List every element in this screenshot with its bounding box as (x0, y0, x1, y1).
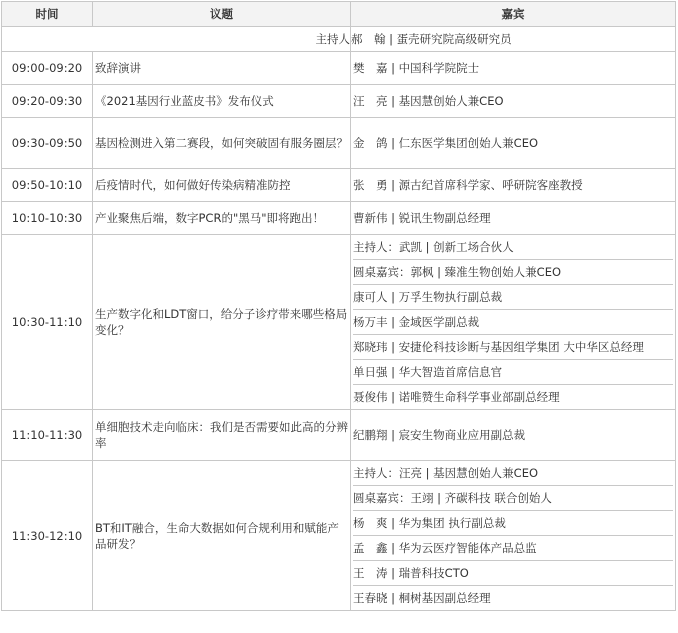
session-topic: 生产数字化和LDT窗口，给分子诊疗带来哪些格局变化？ (93, 235, 351, 410)
session-guests (351, 202, 676, 235)
guest-entry: 康可人 | 万孚生物执行副总裁 (353, 285, 673, 310)
agenda-table (1, 1, 676, 611)
session-topic: BT和IT融合，生命大数据如何合规利用和赋能产品研发？ (93, 461, 351, 611)
guest-entry: 聂俊伟 | 诺唯赞生命科学事业部副总经理 (353, 390, 560, 404)
session-row (2, 169, 676, 202)
session-row (2, 461, 676, 611)
session-guests (351, 85, 676, 118)
guest-entry: 郑晓玮 | 安捷伦科技诊断与基因组学集团 大中华区总经理 (353, 335, 673, 360)
guest-entry: 圆桌嘉宾：郭枫 | 臻准生物创始人兼CEO (353, 260, 673, 285)
guest-entry: 汪 亮 | 基因慧创始人兼CEO (353, 94, 504, 108)
session-time: 09:00-09:20 (2, 52, 93, 85)
session-time: 09:30-09:50 (2, 118, 93, 169)
session-time: 09:50-10:10 (2, 169, 93, 202)
guest-entry: 纪鹏翔 | 宸安生物商业应用副总裁 (353, 428, 526, 442)
host-name: 郝 翰 | 蛋壳研究院高级研究员 (351, 27, 676, 52)
guest-entry: 王春晓 | 桐树基因副总经理 (353, 591, 491, 605)
session-time: 09:20-09:30 (2, 85, 93, 118)
session-topic: 《2021基因行业蓝皮书》发布仪式 (93, 85, 351, 118)
header-row (2, 2, 676, 27)
guest-entry: 王 涛 | 瑞普科技CTO (353, 561, 673, 586)
host-label: 主持人 (2, 27, 351, 52)
session-guests (351, 52, 676, 85)
header-guests: 嘉宾 (351, 2, 676, 27)
session-guests (351, 461, 676, 611)
guest-entry: 张 勇 | 源古纪首席科学家、呼研院客座教授 (353, 178, 583, 192)
session-topic: 单细胞技术走向临床：我们是否需要如此高的分辨率 (93, 410, 351, 461)
session-time: 10:30-11:10 (2, 235, 93, 410)
session-row (2, 410, 676, 461)
host-row (2, 27, 676, 52)
guest-entry: 杨万丰 | 金域医学副总裁 (353, 310, 673, 335)
session-topic: 后疫情时代，如何做好传染病精准防控 (93, 169, 351, 202)
session-guests (351, 235, 676, 410)
session-topic: 基因检测进入第二赛段，如何突破固有服务圈层？ (93, 118, 351, 169)
session-time: 11:10-11:30 (2, 410, 93, 461)
header-time: 时间 (2, 2, 93, 27)
guest-entry: 樊 嘉 | 中国科学院院士 (353, 61, 480, 75)
guest-entry: 孟 鑫 | 华为云医疗智能体产品总监 (353, 536, 673, 561)
session-guests (351, 410, 676, 461)
session-topic: 产业聚焦后端，数字PCR的"黑马"即将跑出！ (93, 202, 351, 235)
session-row (2, 118, 676, 169)
guest-entry: 金 鸽 | 仁东医学集团创始人兼CEO (353, 136, 539, 150)
guest-entry: 圆桌嘉宾：王翊 | 齐碳科技 联合创始人 (353, 486, 673, 511)
session-row (2, 235, 676, 410)
session-row (2, 202, 676, 235)
session-row (2, 85, 676, 118)
guest-entry: 主持人：武凯 | 创新工场合伙人 (353, 235, 673, 260)
session-row (2, 52, 676, 85)
header-topic: 议题 (93, 2, 351, 27)
guest-entry: 曹新伟 | 锐讯生物副总经理 (353, 211, 491, 225)
session-guests (351, 118, 676, 169)
guest-entry: 主持人：汪亮 | 基因慧创始人兼CEO (353, 461, 673, 486)
session-guests (351, 169, 676, 202)
session-time: 11:30-12:10 (2, 461, 93, 611)
session-time: 10:10-10:30 (2, 202, 93, 235)
guest-entry: 单日强 | 华大智造首席信息官 (353, 360, 673, 385)
guest-entry: 杨 爽 | 华为集团 执行副总裁 (353, 511, 673, 536)
session-topic: 致辞演讲 (93, 52, 351, 85)
